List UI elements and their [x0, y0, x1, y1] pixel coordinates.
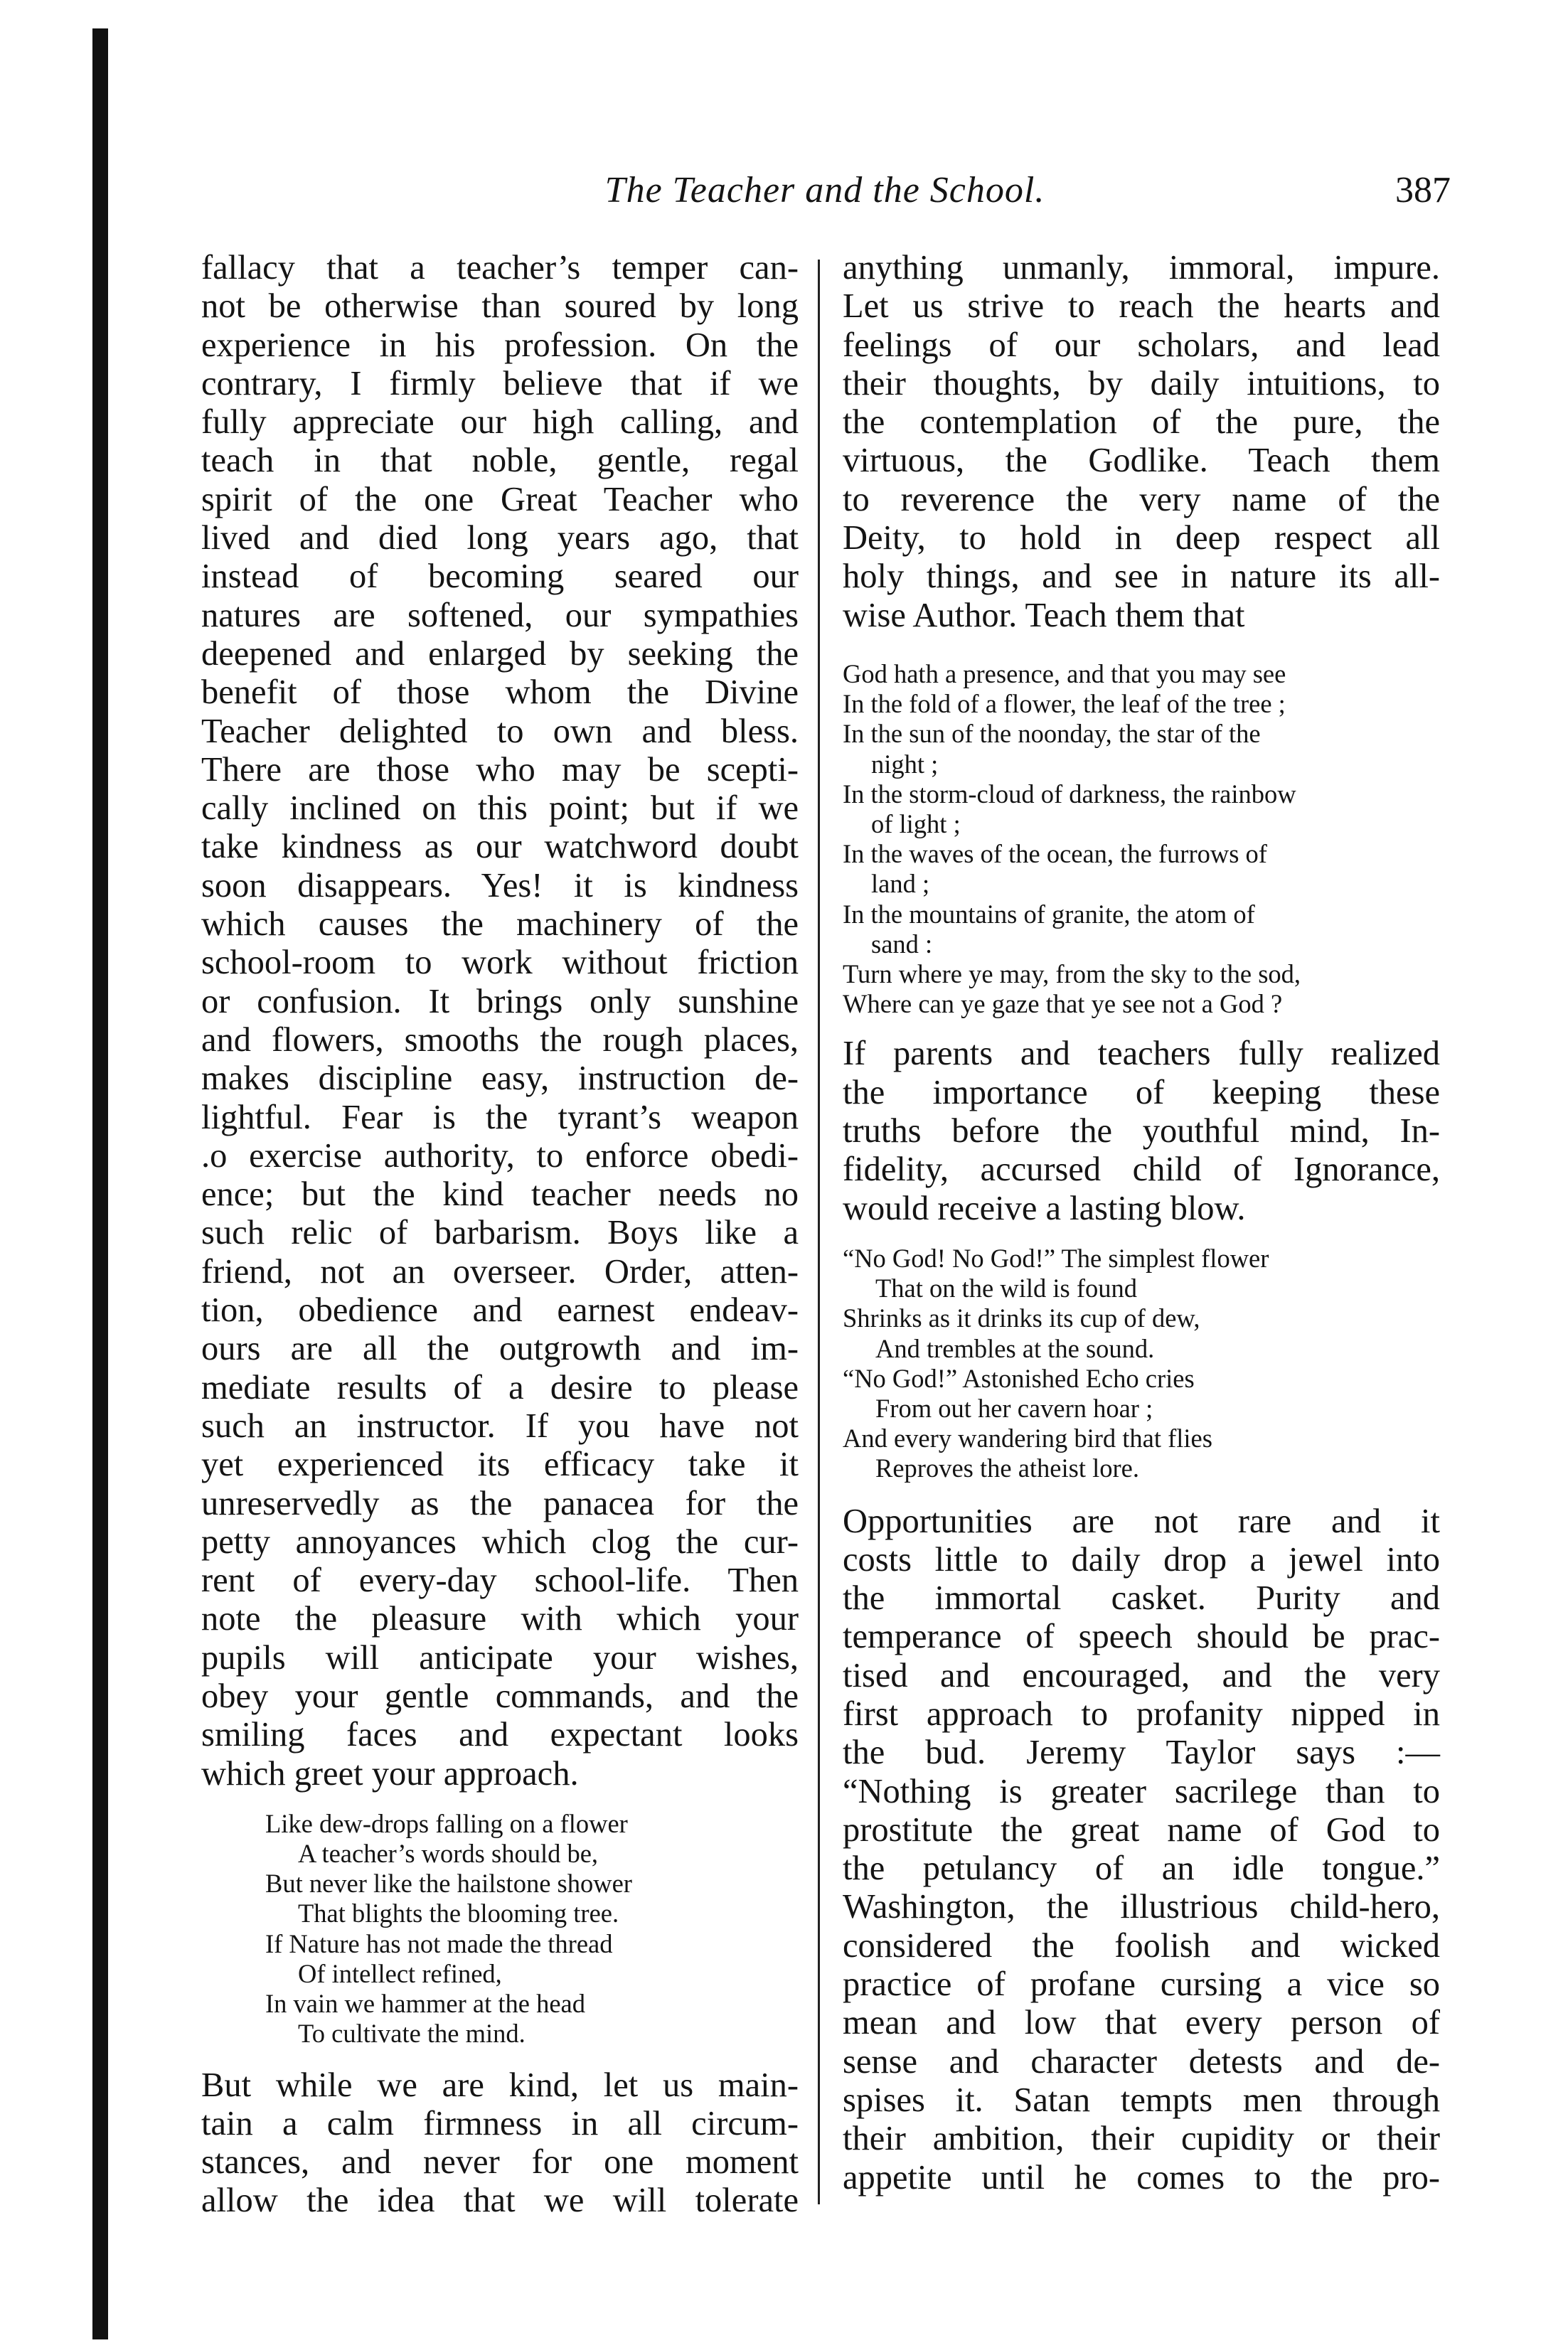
text-line: smiling faces and expectant looks — [201, 1716, 799, 1754]
text-line: sense and character detests and de- — [843, 2042, 1440, 2081]
text-line: There are those who may be scepti- — [201, 750, 799, 789]
text-line: anything unmanly, immoral, impure. — [843, 249, 1440, 287]
text-line: cally inclined on this point; but if we — [201, 789, 799, 828]
text-line: holy things, and see in nature its all- — [843, 557, 1440, 596]
text-line: the immortal casket. Purity and — [843, 1579, 1440, 1618]
text-line: .o exercise authority, to enforce obedi- — [201, 1136, 799, 1175]
page-number: 387 — [1395, 170, 1451, 210]
text-line: take kindness as our watchword doubt — [201, 828, 799, 866]
verse-line: In the sun of the noonday, the star of the — [843, 719, 1261, 749]
text-line: school-room to work without friction — [201, 944, 799, 982]
text-line: ence; but the kind teacher needs no — [201, 1175, 799, 1214]
text-line: But while we are kind, let us main- — [201, 2066, 799, 2104]
text-line: Deity, to hold in deep respect all — [843, 519, 1440, 557]
text-line: friend, not an overseer. Order, atten- — [201, 1252, 799, 1291]
text-line: truths before the youthful mind, In- — [843, 1112, 1440, 1150]
text-line: or confusion. It brings only sunshine — [201, 982, 799, 1020]
verse-line: land ; — [871, 869, 930, 899]
verse-line: And every wandering bird that flies — [843, 1424, 1212, 1453]
text-line: fidelity, accursed child of Ignorance, — [843, 1151, 1440, 1189]
text-line: yet experienced its efficacy take it — [201, 1446, 799, 1484]
text-line: lightful. Fear is the tyrant’s weapon — [201, 1098, 799, 1136]
verse-line: In the mountains of granite, the atom of — [843, 899, 1255, 929]
text-line: and flowers, smooths the rough places, — [201, 1020, 799, 1059]
text-line: experience in his profession. On the — [201, 326, 799, 364]
text-line: considered the foolish and wicked — [843, 1926, 1440, 1965]
text-line: tain a calm firmness in all circum- — [201, 2104, 799, 2142]
running-title: The Teacher and the School. — [604, 170, 1045, 210]
verse-line: “No God! No God!” The simplest flower — [843, 1243, 1269, 1273]
verse-line: Of intellect refined, — [298, 1958, 502, 1988]
text-line: not be otherwise than soured by long — [201, 287, 799, 326]
verse-line: From out her cavern hoar ; — [875, 1393, 1153, 1423]
text-line: their thoughts, by daily intuitions, to — [843, 364, 1440, 402]
text-line: tised and encouraged, and the very — [843, 1656, 1440, 1694]
text-line: such an instructor. If you have not — [201, 1407, 799, 1445]
verse-line: God hath a presence, and that you may see — [843, 658, 1286, 688]
verse-line: To cultivate the mind. — [298, 2019, 526, 2049]
text-line: Opportunities are not rare and it — [843, 1502, 1440, 1540]
text-line: pupils will anticipate your wishes, — [201, 1638, 799, 1677]
text-line: their ambition, their cupidity or their — [843, 2120, 1440, 2158]
text-line: rent of every-day school-life. Then — [201, 1562, 799, 1600]
text-line: lived and died long years ago, that — [201, 519, 799, 557]
text-line: unreservedly as the panacea for the — [201, 1484, 799, 1522]
text-line: ours are all the outgrowth and im- — [201, 1330, 799, 1368]
text-line: tion, obedience and earnest endeav- — [201, 1291, 799, 1330]
text-line: instead of becoming seared our — [201, 557, 799, 596]
verse-line: But never like the hailstone shower — [265, 1869, 632, 1899]
text-line: contrary, I firmly believe that if we — [201, 364, 799, 402]
text-line: note the pleasure with which your — [201, 1600, 799, 1638]
text-line: to reverence the very name of the — [843, 480, 1440, 518]
text-line: natures are softened, our sympathies — [201, 596, 799, 634]
text-line: fallacy that a teacher’s temper can- — [201, 249, 799, 287]
text-line: first approach to profanity nipped in — [843, 1695, 1440, 1733]
text-line: temperance of speech should be prac- — [843, 1618, 1440, 1656]
right-column — [843, 249, 1440, 2197]
text-line: practice of profane cursing a vice so — [843, 1965, 1440, 2004]
left-paragraph-1 — [201, 249, 799, 1793]
right-verse-1 — [843, 659, 1440, 1019]
verse-line: Like dew-drops falling on a flower — [265, 1808, 628, 1838]
verse-line: sand : — [871, 929, 933, 959]
verse-line: If Nature has not made the thread — [265, 1928, 613, 1958]
verse-line: In the storm-cloud of darkness, the rainbow — [843, 779, 1296, 808]
text-line: costs little to daily drop a jewel into — [843, 1540, 1440, 1579]
text-line: appetite until he comes to the pro- — [843, 2158, 1440, 2197]
text-line: feelings of our scholars, and lead — [843, 326, 1440, 364]
left-column — [201, 249, 799, 2221]
text-line: obey your gentle commands, and the — [201, 1677, 799, 1715]
verse-line: And trembles at the sound. — [875, 1333, 1155, 1363]
text-line: “Nothing is greater sacrilege than to — [843, 1772, 1440, 1810]
text-line: makes discipline easy, instruction de- — [201, 1060, 799, 1098]
text-line: would receive a lasting blow. — [843, 1189, 1246, 1227]
text-line: benefit of those whom the Divine — [201, 673, 799, 712]
verse-line: Shrinks as it drinks its cup of dew, — [843, 1303, 1200, 1333]
right-verse-2 — [843, 1244, 1440, 1484]
text-line: teach in that noble, gentle, regal — [201, 442, 799, 480]
text-line: mediate results of a desire to please — [201, 1368, 799, 1407]
text-line: which greet your approach. — [201, 1754, 579, 1793]
text-line: petty annoyances which clog the cur- — [201, 1522, 799, 1561]
verse-line: In vain we hammer at the head — [265, 1989, 585, 2019]
text-line: the contemplation of the pure, the — [843, 403, 1440, 442]
verse-line: Reproves the atheist lore. — [875, 1453, 1139, 1483]
verse-line: night ; — [871, 749, 939, 779]
page-header — [199, 169, 1451, 226]
text-line: prostitute the great name of God to — [843, 1810, 1440, 1849]
text-line: virtuous, the Godlike. Teach them — [843, 442, 1440, 480]
text-line: soon disappears. Yes! it is kindness — [201, 866, 799, 904]
text-line: stances, and never for one moment — [201, 2143, 799, 2182]
verse-line: In the fold of a flower, the leaf of the tree ; — [843, 689, 1286, 719]
text-line: such relic of barbarism. Boys like a — [201, 1214, 799, 1252]
text-line: which causes the machinery of the — [201, 905, 799, 944]
right-paragraph-2 — [843, 1035, 1440, 1227]
text-line: the bud. Jeremy Taylor says :— — [843, 1734, 1440, 1772]
verse-line: That blights the blooming tree. — [298, 1899, 619, 1928]
verse-line: “No God!” Astonished Echo cries — [843, 1363, 1195, 1393]
text-line: If parents and teachers fully realized — [843, 1035, 1440, 1073]
right-paragraph-1 — [843, 249, 1440, 635]
text-line: allow the idea that we will tolerate — [201, 2182, 799, 2220]
text-line: the importance of keeping these — [843, 1073, 1440, 1111]
text-line: mean and low that every person of — [843, 2004, 1440, 2042]
text-line: deepened and enlarged by seeking the — [201, 634, 799, 673]
verse-line: Where can ye gaze that ye see not a God ? — [843, 989, 1283, 1019]
verse-line: That on the wild is found — [875, 1274, 1137, 1303]
text-line: spises it. Satan tempts men through — [843, 2081, 1440, 2119]
left-verse-1 — [201, 1809, 799, 2049]
text-line: Let us strive to reach the hearts and — [843, 287, 1440, 326]
text-line: fully appreciate our high calling, and — [201, 403, 799, 442]
left-paragraph-2 — [201, 2066, 799, 2221]
verse-line: of light ; — [871, 808, 961, 838]
verse-line: A teacher’s words should be, — [298, 1839, 599, 1869]
text-line: wise Author. Teach them that — [843, 596, 1245, 634]
verse-line: Turn where ye may, from the sky to the sod, — [843, 959, 1301, 988]
text-line: Teacher delighted to own and bless. — [201, 712, 799, 750]
text-line: Washington, the illustrious child-hero, — [843, 1888, 1440, 1926]
text-line: spirit of the one Great Teacher who — [201, 480, 799, 518]
scan-edge-bar — [92, 28, 108, 2339]
right-paragraph-3 — [843, 1503, 1440, 2197]
column-divider — [818, 260, 820, 2204]
verse-line: In the waves of the ocean, the furrows of — [843, 839, 1267, 869]
text-line: the petulancy of an idle tongue.” — [843, 1850, 1440, 1888]
